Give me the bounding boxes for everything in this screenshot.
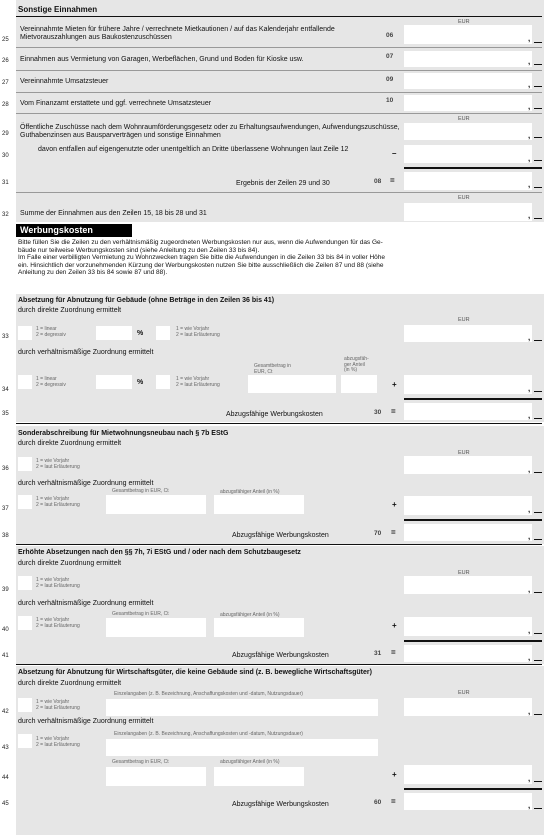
line-30-label: davon entfallen auf eigengenutzte oder unentgeltlich an Dritte überlassene Wohnungen laut Zeile 12 [38, 146, 349, 153]
wg-vorjahr-field[interactable] [18, 698, 32, 712]
line-44-amount[interactable] [404, 765, 532, 784]
afa-verh-vorjahr-field[interactable] [156, 375, 170, 389]
line-27-amount[interactable] [404, 73, 532, 89]
line-37-amount[interactable] [404, 496, 532, 515]
afa-anteil-field[interactable] [341, 375, 377, 393]
line-25-label: Vereinnahmte Mieten für frühere Jahre / verrechnete Mietkautionen / auf das Kalenderjahr entfallende Mietvorauszahlungen aus Baukostenzuschüssen [20, 26, 335, 41]
line-28-amount[interactable] [404, 95, 532, 111]
afa-verh-method-field[interactable] [18, 375, 32, 389]
line-28-label: Vom Finanzamt erstattete und ggf. verrechnete Umsatzsteuer [20, 100, 212, 107]
wg-anteil-field[interactable] [214, 767, 304, 786]
afa-verh-percent-field[interactable] [96, 375, 132, 389]
afa-method-field[interactable] [18, 326, 32, 340]
line-number: 27 [2, 80, 9, 86]
line-number: 31 [2, 180, 9, 186]
line-38-amount[interactable] [404, 524, 532, 541]
line-26-amount[interactable] [404, 51, 532, 67]
sonder-verh-vorjahr-field[interactable] [18, 495, 32, 509]
line-34-amount[interactable] [404, 375, 532, 394]
afa-percent-field[interactable] [96, 326, 132, 340]
code-10: 10 [386, 97, 394, 104]
line-26-label: Einnahmen aus Vermietung von Garagen, Werbeflächen, Grund und Boden für Kioske usw. [20, 56, 304, 63]
eur-header: EUR [458, 19, 470, 25]
line-number: 25 [2, 37, 9, 43]
code-09: 09 [386, 76, 394, 83]
line-33-amount[interactable] [404, 325, 532, 342]
line-39-amount[interactable] [404, 576, 532, 594]
sonder-anteil-field[interactable] [214, 495, 304, 514]
wg-section-title: Absetzung für Abnutzung für Wirtschaftsgüter, die keine Gebäude sind (z. B. bewegliche Wirtschaftsgüter) [18, 669, 372, 676]
line-35-amount[interactable] [404, 403, 532, 420]
sonstige-title: Sonstige Einnahmen [18, 5, 98, 14]
code-08: 08 [374, 178, 382, 185]
wg-gesamtbetrag-field[interactable] [106, 767, 206, 786]
erh-gesamtbetrag-field[interactable] [106, 618, 206, 637]
line-number: 28 [2, 102, 9, 108]
line-31-amount[interactable] [404, 172, 532, 190]
wg-einzelangaben-field[interactable] [106, 699, 378, 716]
line-25-amount[interactable] [404, 25, 532, 44]
line-number: 29 [2, 131, 9, 137]
wg-verh-einzelangaben-field[interactable] [106, 739, 378, 756]
werbungskosten-intro: Bitte füllen Sie die Zeilen zu den verhältnismäßig zugeordneten Werbungskosten nur aus, wenn die Aufwendungen für das Ge- bäude nur teilweise Werbungskosten sind (siehe Anleitung zu den Zeilen 33 bis 84). Im Falle einer verbilligten Vermietung zu Wohnzwecken tragen Sie bitte die Aufwendungen in die Zeilen 33 bis 84 in voller Höhe ein. Hinsichtlich der vorzunehmenden Kürzung der Werbungskosten nutzen Sie bitte ausschließlich die Zeilen 87 und 88 (siehe Anleitung zu den Zeilen 33 bis 84 sowie 87 und 88). [18, 239, 385, 277]
equals-sign: = [390, 176, 395, 185]
minus-sign: – [392, 149, 397, 158]
line-29-amount[interactable] [404, 123, 532, 140]
line-36-amount[interactable] [404, 456, 532, 474]
line-29-label: Öffentliche Zuschüsse nach dem Wohnraumförderungsgesetz oder zu Erhaltungsaufwendungen, Aufwendungszuschüsse, Guthabenzinsen aus Bausparverträgen und sonstige Einnahmen [20, 124, 400, 139]
line-45-amount[interactable] [404, 793, 532, 810]
line-42-amount[interactable] [404, 698, 532, 716]
line-32-label: Summe der Einnahmen aus den Zeilen 15, 18 bis 28 und 31 [20, 210, 207, 217]
line-number: 26 [2, 58, 9, 64]
line-31-label: Ergebnis der Zeilen 29 und 30 [236, 180, 330, 187]
line-27-label: Vereinnahmte Umsatzsteuer [20, 78, 109, 85]
erh-vorjahr-field[interactable] [18, 576, 32, 590]
afa-vorjahr-field[interactable] [156, 326, 170, 340]
line-40-amount[interactable] [404, 617, 532, 636]
erh-section-title: Erhöhte Absetzungen nach den §§ 7h, 7i EStG und / oder nach dem Schutzbaugesetz [18, 549, 301, 556]
sonder-section-title: Sonderabschreibung für Mietwohnungsneubau nach § 7b EStG [18, 430, 229, 437]
line-32-amount[interactable] [404, 203, 532, 221]
line-number: 30 [2, 153, 9, 159]
wg-verh-vorjahr-field[interactable] [18, 734, 32, 748]
code-06: 06 [386, 32, 394, 39]
werbungskosten-title: Werbungskosten [20, 225, 93, 235]
line-30-amount[interactable] [404, 145, 532, 163]
line-number: 32 [2, 212, 9, 218]
afa-section-title: Absetzung für Abnutzung für Gebäude (ohne Beträge in den Zeilen 36 bis 41) [18, 297, 275, 304]
erh-verh-vorjahr-field[interactable] [18, 616, 32, 630]
code-07: 07 [386, 53, 394, 60]
line-41-amount[interactable] [404, 645, 532, 662]
sonder-gesamtbetrag-field[interactable] [106, 495, 206, 514]
erh-anteil-field[interactable] [214, 618, 304, 637]
sonder-vorjahr-field[interactable] [18, 457, 32, 471]
afa-gesamtbetrag-field[interactable] [248, 375, 336, 393]
